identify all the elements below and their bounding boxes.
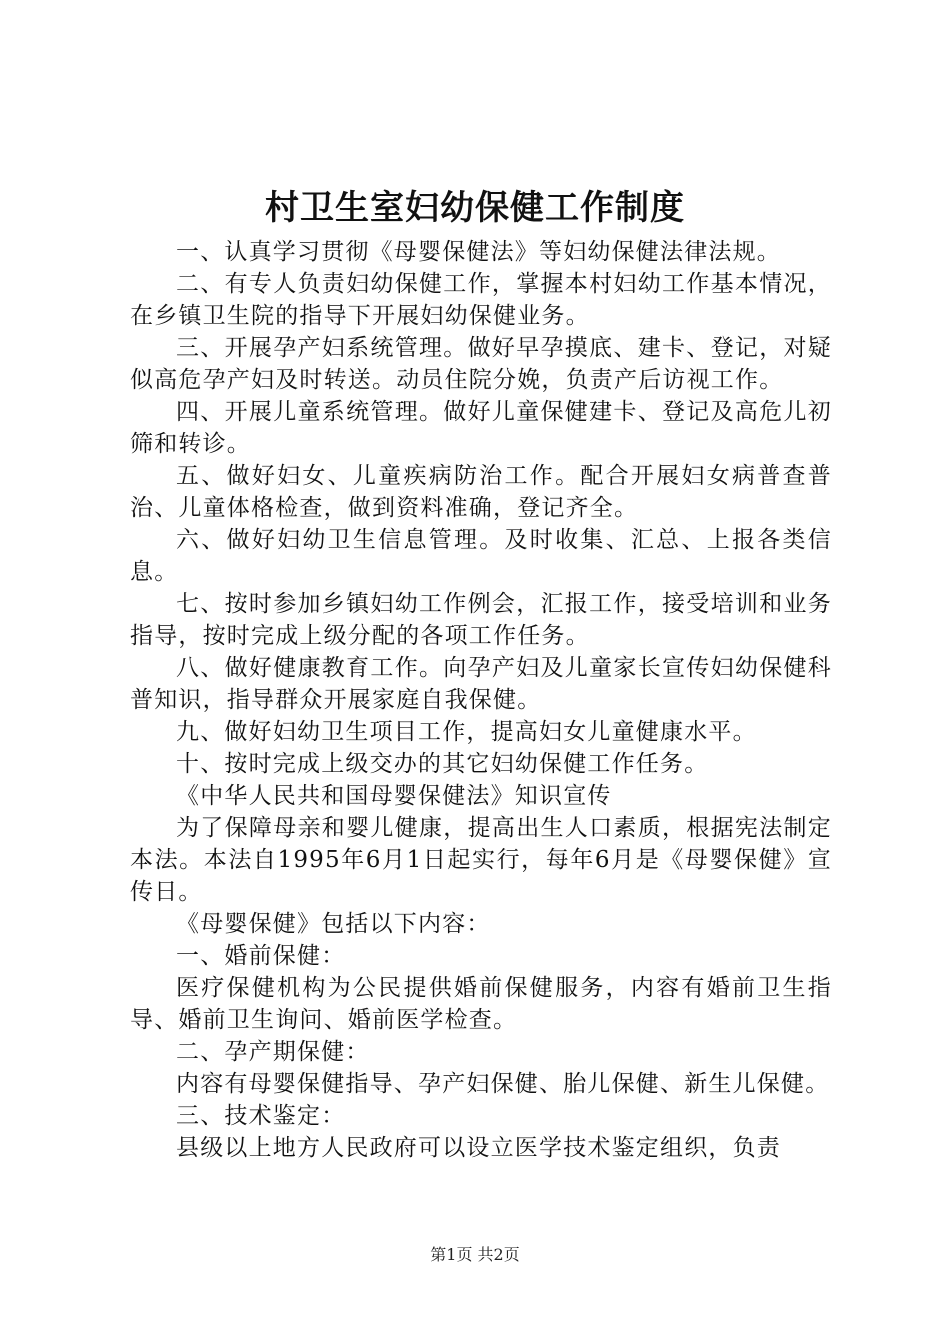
paragraph: 九、做好妇幼卫生项目工作，提高妇女儿童健康水平。	[176, 719, 757, 745]
paragraph: 内容有母婴保健指导、孕产妇保健、胎儿保健、新生儿保健。	[176, 1071, 830, 1097]
section-heading: 《中华人民共和国母婴保健法》知识宣传	[176, 783, 612, 809]
page-footer: 第1页 共2页	[430, 1245, 520, 1264]
document-body	[130, 236, 832, 1164]
paragraph: 《母婴保健》包括以下内容：	[176, 911, 491, 937]
paragraph: 七、按时参加乡镇妇幼工作例会，汇报工作，接受培训和业务指导，按时完成上级分配的各项工作任务。	[130, 591, 832, 649]
subheading: 三、技术鉴定：	[176, 1103, 346, 1129]
paragraph: 六、做好妇幼卫生信息管理。及时收集、汇总、上报各类信息。	[130, 527, 832, 585]
paragraph: 一、认真学习贯彻《母婴保健法》等妇幼保健法律法规。	[176, 239, 781, 265]
paragraph: 八、做好健康教育工作。向孕产妇及儿童家长宣传妇幼保健科普知识，指导群众开展家庭自我保健。	[130, 655, 832, 713]
paragraph: 三、开展孕产妇系统管理。做好早孕摸底、建卡、登记，对疑似高危孕产妇及时转送。动员住院分娩，负责产后访视工作。	[130, 335, 832, 393]
paragraph: 五、做好妇女、儿童疾病防治工作。配合开展妇女病普查普治、儿童体格检查，做到资料准确，登记齐全。	[130, 463, 832, 521]
paragraph: 县级以上地方人民政府可以设立医学技术鉴定组织，负责	[176, 1135, 781, 1161]
paragraph: 医疗保健机构为公民提供婚前保健服务，内容有婚前卫生指导、婚前卫生询问、婚前医学检查。	[130, 975, 832, 1033]
subheading: 二、孕产期保健：	[176, 1039, 370, 1065]
paragraph: 为了保障母亲和婴儿健康，提高出生人口素质，根据宪法制定本法。本法自1995年6月1日起实行，每年6月是《母婴保健》宣传日。	[130, 815, 832, 905]
subheading: 一、婚前保健：	[176, 943, 346, 969]
document-title: 村卫生室妇幼保健工作制度	[265, 188, 685, 228]
paragraph: 四、开展儿童系统管理。做好儿童保健建卡、登记及高危儿初筛和转诊。	[130, 399, 832, 457]
paragraph: 十、按时完成上级交办的其它妇幼保健工作任务。	[176, 751, 709, 777]
paragraph: 二、有专人负责妇幼保健工作，掌握本村妇幼工作基本情况，在乡镇卫生院的指导下开展妇幼保健业务。	[130, 271, 832, 329]
